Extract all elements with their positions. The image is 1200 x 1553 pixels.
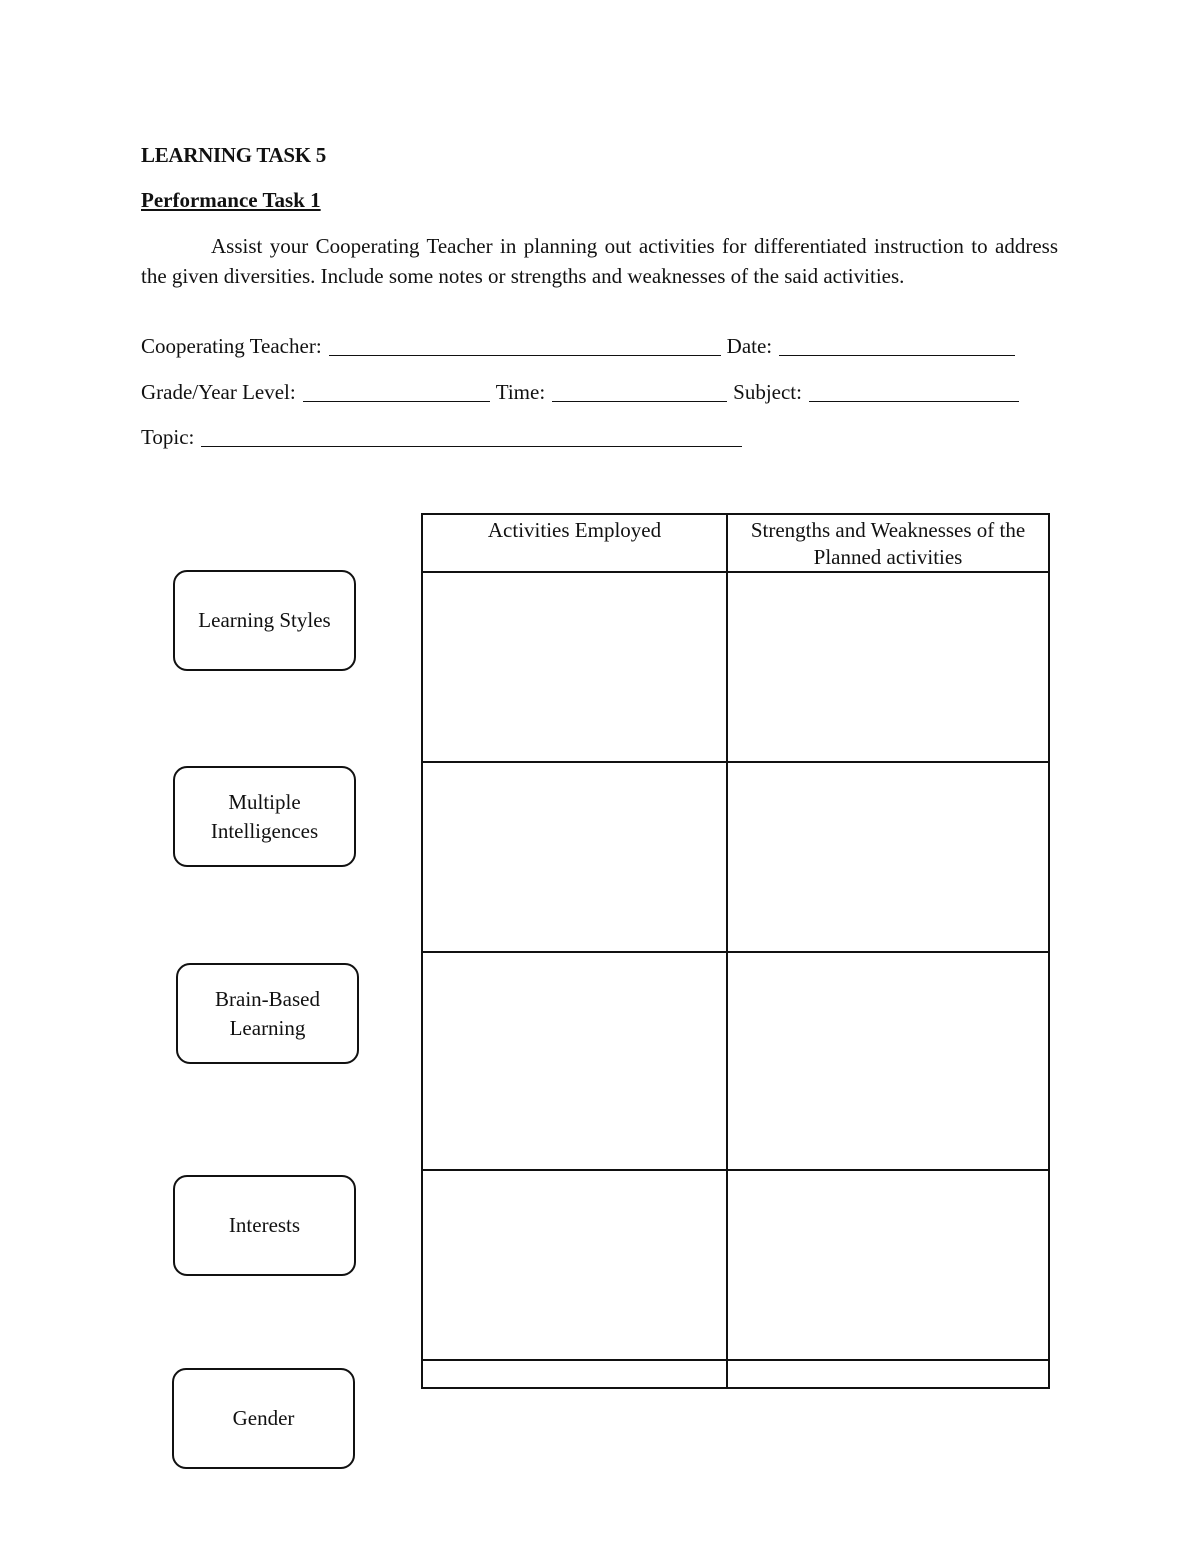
- activities-cell[interactable]: [422, 952, 727, 1170]
- cooperating-teacher-blank[interactable]: [329, 337, 721, 356]
- subject-label: Subject:: [733, 380, 802, 404]
- label-text-line1: Brain-Based: [215, 986, 320, 1011]
- instructions: Assist your Cooperating Teacher in planning out activities for differentiated instruction to address the given diversities. Include some notes or strengths and weaknesses of the said activities.: [141, 234, 1058, 288]
- date-blank[interactable]: [779, 337, 1015, 356]
- label-text: Learning Styles: [198, 608, 331, 632]
- strengths-weaknesses-cell[interactable]: [727, 1360, 1049, 1388]
- form-row-grade-time-subject: [141, 380, 1025, 405]
- activities-cell[interactable]: [422, 762, 727, 952]
- table-row-gender: [422, 1360, 1049, 1388]
- activities-cell[interactable]: [422, 572, 727, 762]
- form-row-topic: [141, 425, 748, 450]
- date-label: Date:: [726, 334, 773, 358]
- subheading: Performance Task 1: [141, 188, 321, 212]
- topic-blank[interactable]: [201, 428, 742, 447]
- grade-year-level-label: Grade/Year Level:: [141, 380, 296, 404]
- table-row-brain-based-learning: [422, 952, 1049, 1170]
- label-learning-styles: [173, 570, 356, 671]
- subject-blank[interactable]: [809, 383, 1019, 402]
- label-text-line1: Multiple: [228, 789, 301, 814]
- header-strengths-weaknesses: Strengths and Weaknesses of the Planned activities: [727, 514, 1049, 572]
- table-row-learning-styles: [422, 572, 1049, 762]
- cooperating-teacher-label: Cooperating Teacher:: [141, 334, 322, 358]
- strengths-weaknesses-cell[interactable]: [727, 1170, 1049, 1360]
- strengths-weaknesses-cell[interactable]: [727, 952, 1049, 1170]
- label-gender: [172, 1368, 355, 1469]
- topic-label: Topic:: [141, 425, 195, 449]
- label-text-line2: Intelligences: [210, 818, 319, 843]
- time-label: Time:: [495, 380, 546, 404]
- label-text-line2: Learning: [229, 1015, 306, 1040]
- strengths-weaknesses-cell[interactable]: [727, 572, 1049, 762]
- activities-cell[interactable]: [422, 1170, 727, 1360]
- header-activities-employed: Activities Employed: [422, 514, 727, 572]
- table-row-multiple-intelligences: [422, 762, 1049, 952]
- label-brain-based-learning: [176, 963, 359, 1064]
- table-header-row: [422, 514, 1049, 572]
- label-text: Gender: [232, 1406, 295, 1430]
- label-multiple-intelligences: [173, 766, 356, 867]
- activities-cell[interactable]: [422, 1360, 727, 1388]
- grade-year-level-blank[interactable]: [303, 383, 490, 402]
- activity-table: [421, 513, 1050, 1389]
- heading: LEARNING TASK 5: [141, 143, 326, 167]
- table-row-interests: [422, 1170, 1049, 1360]
- label-interests: [173, 1175, 356, 1276]
- label-text: Interests: [228, 1213, 301, 1237]
- strengths-weaknesses-cell[interactable]: [727, 762, 1049, 952]
- time-blank[interactable]: [552, 383, 727, 402]
- form-row-teacher-date: [141, 334, 1021, 359]
